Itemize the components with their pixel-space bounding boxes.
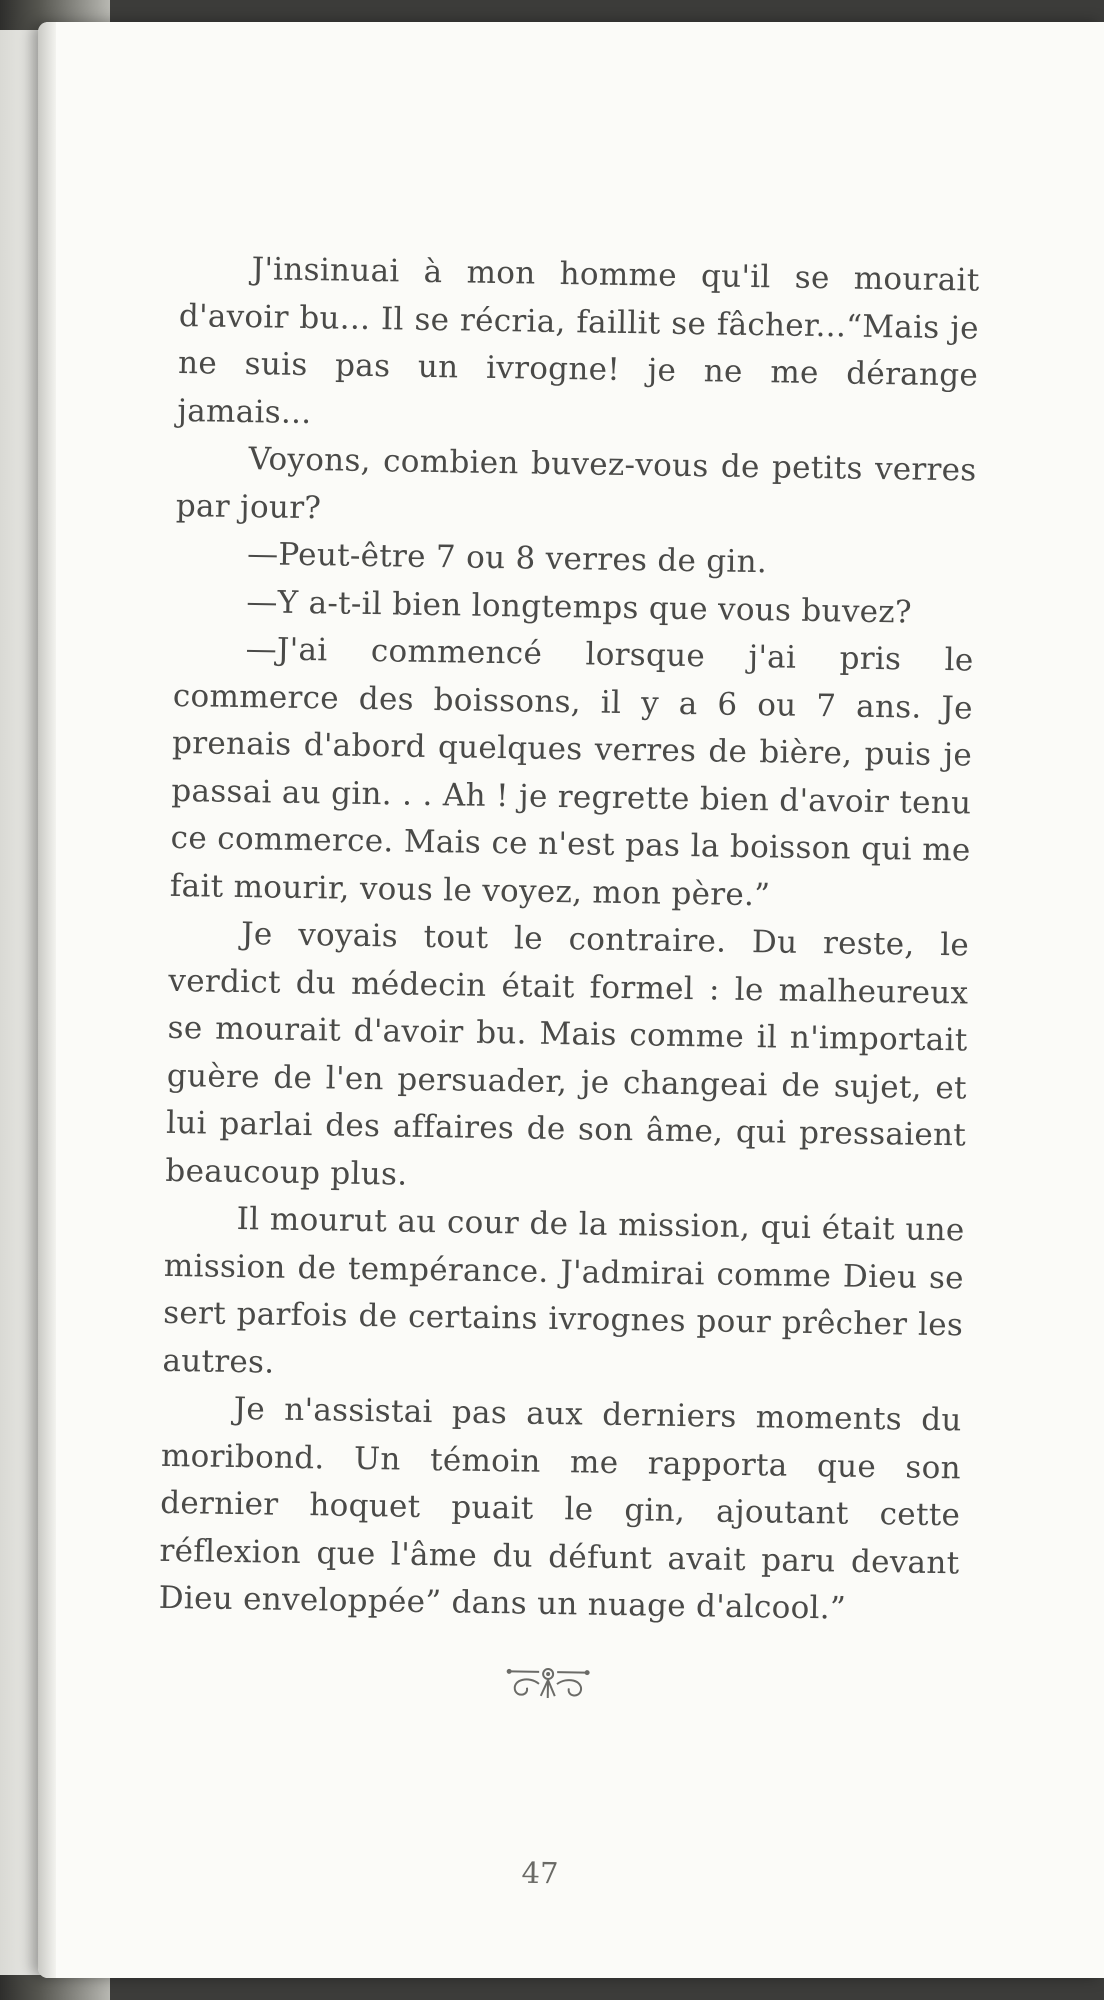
paragraph: —Peut-être 7 ou 8 verres de gin. — [246, 536, 768, 581]
paragraph: J'insinuai à mon homme qu'il se mourait d'avoir bu... Il se récria, faillit se fâcher...“Mais je ne suis pas un ivrogne! je ne me dérange jamais... — [177, 251, 980, 431]
paragraph: Voyons, combien buvez-vous de petits verres par jour? — [175, 441, 977, 526]
paragraph: —Y a-t-il bien longtemps que vous buvez? — [246, 583, 913, 631]
fleuron-ornament — [503, 1661, 594, 1702]
body-text — [158, 245, 980, 1635]
paragraph: Je n'assistai pas aux derniers moments du moribond. Un témoin me rapporta que son dernier hoquet puait le gin, ajoutant cette réflexion que l'âme du défunt avait paru devant Dieu enveloppée” dans un nuage d'alcool.” — [158, 1390, 962, 1627]
page-curl-edge — [38, 22, 56, 1978]
paragraph: Je voyais tout le contraire. Du reste, le verdict du médecin était formel : le malheureux se mourait d'avoir bu. Mais comme il n'importait guère de l'en persuader, je changeai de sujet, et lui parlai des affaires de son âme, qui pressaient beaucoup plus. — [165, 916, 970, 1193]
page-number: 47 — [521, 1855, 559, 1891]
paragraph: —J'ai commencé lorsque j'ai pris le commerce des boissons, il y a 6 ou 7 ans. Je prenais d'abord quelques verres de bière, puis je passai au gin. . . Ah ! je regrette bien d'avoir tenu ce commerce. Mais ce n'est pas la boisson qui me fait mourir, vous le voyez, mon père.” — [169, 631, 974, 913]
paragraph: Il mourut au cour de la mission, qui était une mission de tempérance. J'admirai comme Dieu se sert parfois de certains ivrognes pour prêcher les autres. — [162, 1201, 965, 1381]
